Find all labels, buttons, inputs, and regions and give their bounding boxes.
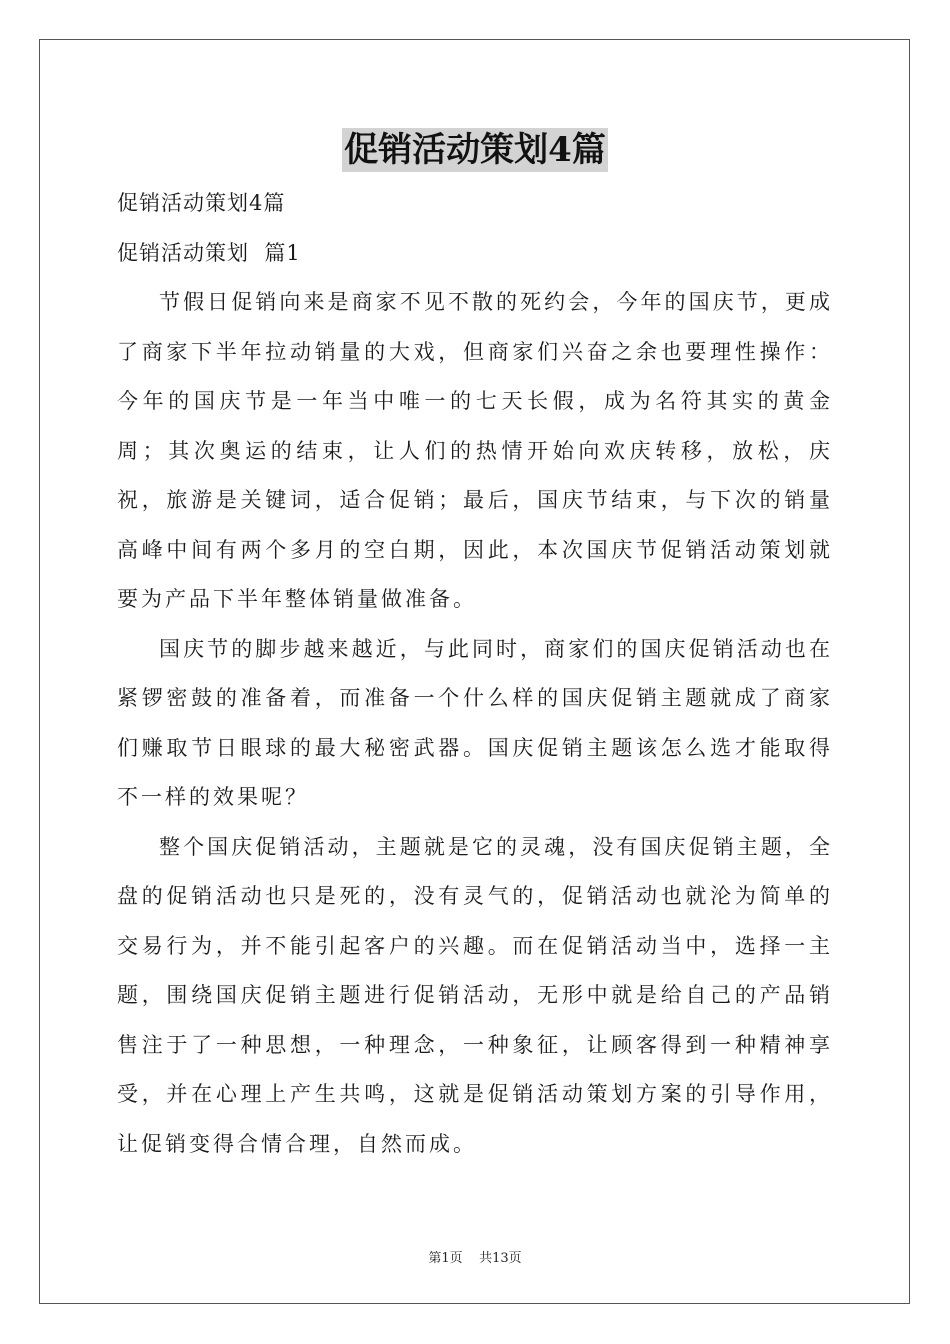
section-heading: 促销活动策划 篇1 [117,241,301,265]
document-title-text: 促销活动策划4篇 [344,130,606,170]
document-body [117,178,833,1169]
document-title [0,128,950,172]
paragraph-3: 整个国庆促销活动，主题就是它的灵魂，没有国庆促销主题，全盘的促销活动也只是死的，没有灵气的，促销活动也就沦为简单的交易行为，并不能引起客户的兴趣。而在促销活动当中，选择一主题，围绕国庆促销主题进行促销活动，无形中就是给自己的产品销售注于了一种思想，一种理念，一种象征，让顾客得到一种精神享受，并在心理上产生共鸣，这就是促销活动策划方案的引导作用，让促销变得合情合理，自然而成。 [117,834,833,1156]
paragraph-1: 节假日促销向来是商家不见不散的死约会，今年的国庆节，更成了商家下半年拉动销量的大戏，但商家们兴奋之余也要理性操作：今年的国庆节是一年当中唯一的七天长假，成为名符其实的黄金周；其次奥运的结束，让人们的热情开始向欢庆转移，放松，庆祝，旅游是关键词，适合促销；最后，国庆节结束，与下次的销量高峰中间有两个多月的空白期，因此，本次国庆节促销活动策划就要为产品下半年整体销量做准备。 [117,290,833,611]
document-subtitle: 促销活动策划4篇 [117,191,286,215]
page-footer: 第1页 共13页 [428,1251,522,1266]
paragraph-2: 国庆节的脚步越来越近，与此同时，商家们的国庆促销活动也在紧锣密鼓的准备着，而准备一个什么样的国庆促销主题就成了商家们赚取节日眼球的最大秘密武器。国庆促销主题该怎么选才能取得不一样的效果呢？ [117,636,833,809]
